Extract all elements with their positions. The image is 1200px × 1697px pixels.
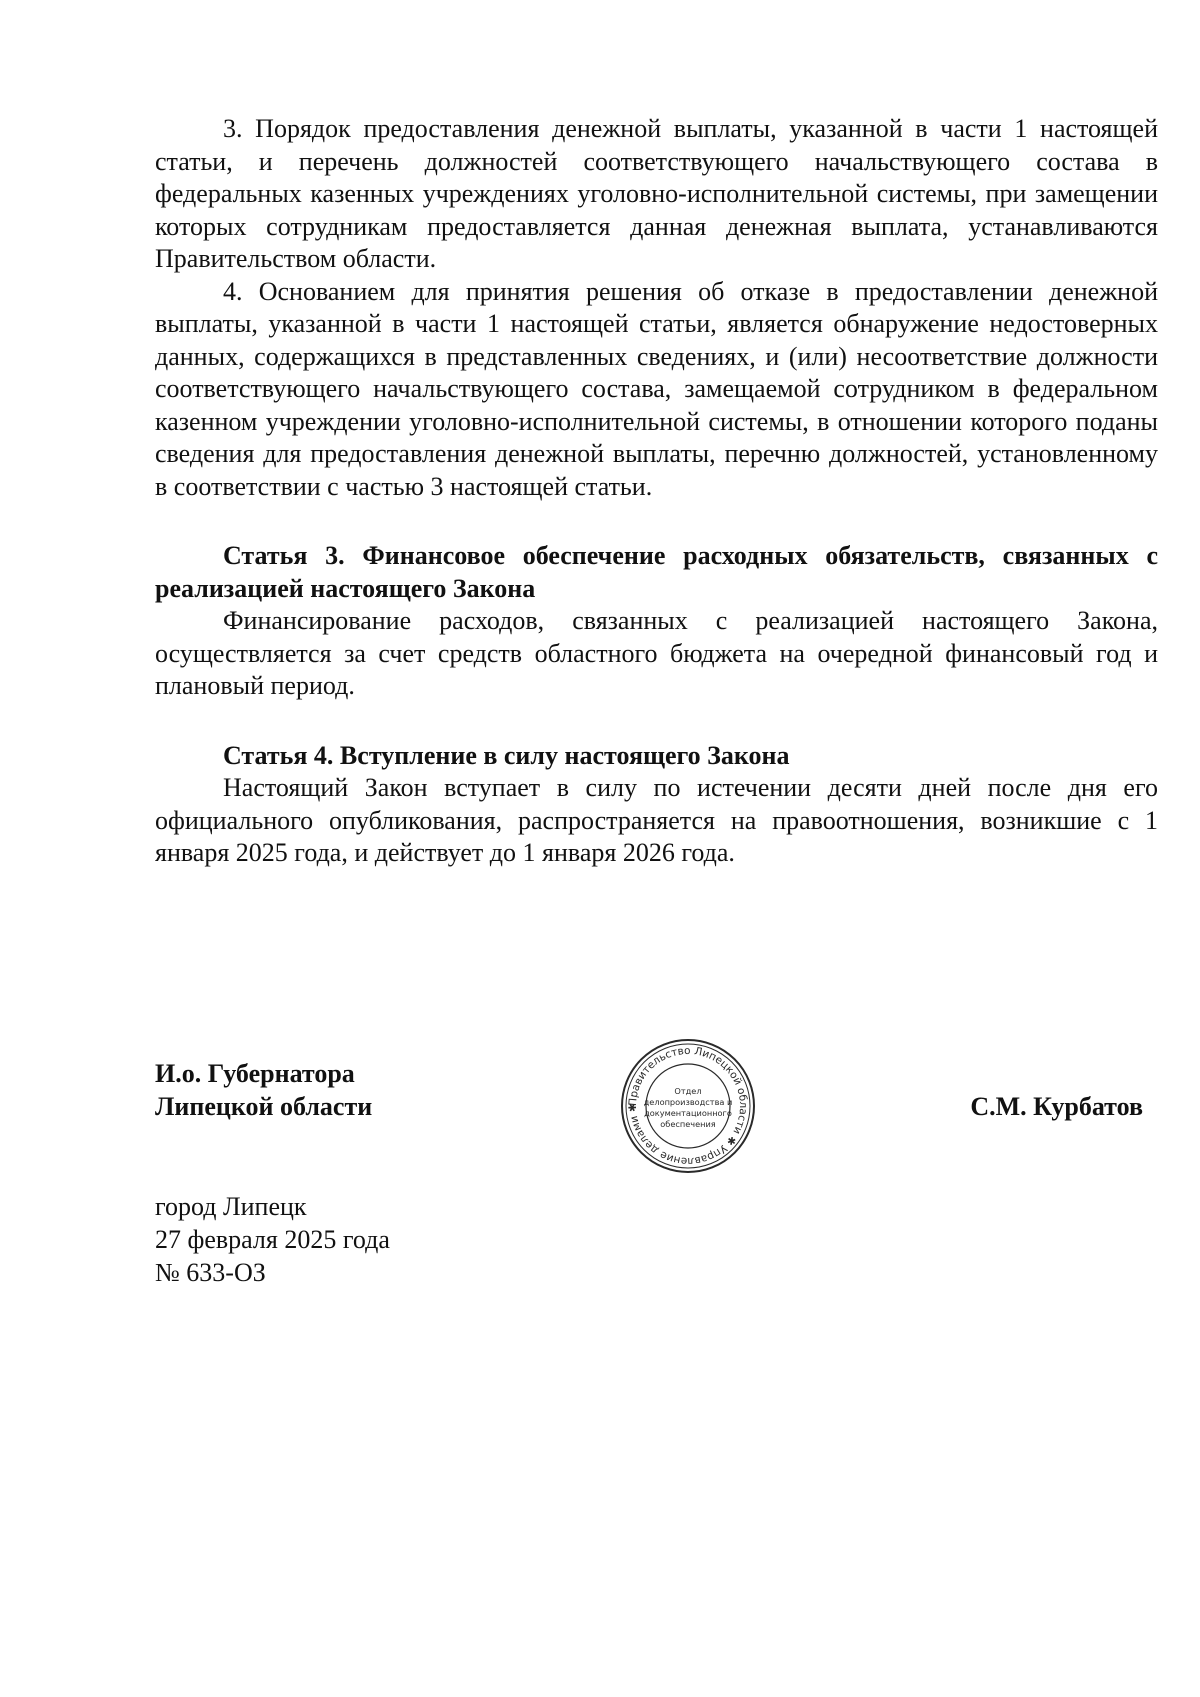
article-3-text: Финансирование расходов, связанных с реализацией настоящего Закона, осуществляется за счет средств областного бюджета на очередной финансовый год и плановый период. [155,606,1158,700]
document-body [155,113,1158,870]
paragraph-3: 3. Порядок предоставления денежной выплаты, указанной в части 1 настоящей статьи, и перечень должностей соответствующего начальствующего состава в федеральных казенных учреждениях уголовно-исполнительной системы, при замещении которых сотрудникам предоставляется данная денежная выплата, устанавливаются Правительством области. [155,114,1158,273]
paragraph-4: 4. Основанием для принятия решения об отказе в предоставлении денежной выплаты, указанной в части 1 настоящей статьи, является обнаружение недостоверных данных, содержащихся в представленных сведениях, и (или) несоответствие должности соответствующего начальствующего состава, замещаемой сотрудником в федеральном казенном учреждении уголовно-исполнительной системы, в отношении которого поданы сведения для предоставления денежной выплаты, перечню должностей, установленному в соответствии с частью 3 настоящей статьи. [155,276,1158,501]
footer-city: город Липецк [155,1192,307,1221]
signatory-title-line-1: И.о. Губернатора [155,1059,355,1088]
signatory-name: С.М. Курбатов [970,1092,1143,1121]
footer-date: 27 февраля 2025 года [155,1225,390,1254]
document-footer [155,1190,390,1289]
article-4-heading: Статья 4. Вступление в силу настоящего Закона [223,740,790,770]
article-3-heading: Статья 3. Финансовое обеспечение расходных обязательств, связанных с реализацией настоящего Закона [155,541,1158,603]
stamp-outer-text: Правительство Липецкой области ✱ Управление делами ✱ [626,1044,750,1168]
stamp-inner-line-3: документационного [644,1108,732,1118]
article-4-text: Настоящий Закон вступает в силу по истечении десяти дней после дня его официального опубликования, распространяется на правоотношения, возникшие с 1 января 2025 года, и действует до 1 января 2026 года. [155,773,1158,867]
stamp-inner-line-2: делопроизводства и [643,1097,733,1107]
official-stamp [620,1038,756,1174]
signatory-title [155,1058,372,1123]
stamp-inner-line-4: обеспечения [660,1119,716,1129]
footer-number: № 633-ОЗ [155,1258,266,1287]
stamp-inner-line-1: Отдел [674,1086,702,1096]
signatory-title-line-2: Липецкой области [155,1091,373,1121]
